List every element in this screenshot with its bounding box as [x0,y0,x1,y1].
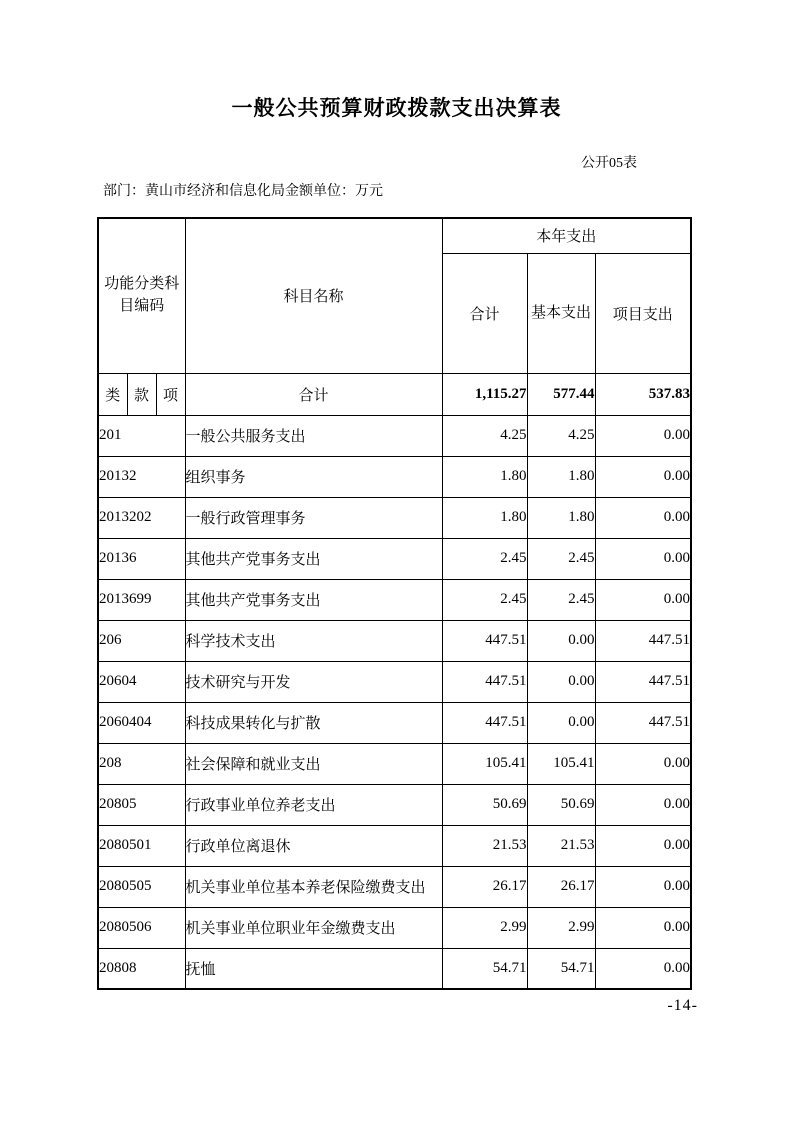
row-total-cell: 2.45 [442,538,527,579]
row-project-cell: 0.00 [595,538,691,579]
row-total-cell: 105.41 [442,743,527,784]
row-total-cell: 26.17 [442,866,527,907]
row-total-cell: 2.99 [442,907,527,948]
row-code-cell: 208 [98,743,185,784]
header-subject-name: 科目名称 [185,218,442,373]
header-row-top [98,218,691,253]
row-code-cell: 2013202 [98,497,185,538]
row-basic-cell: 2.45 [527,538,595,579]
total-row-basic: 577.44 [527,373,595,415]
row-code-cell: 20136 [98,538,185,579]
table-row [98,415,691,456]
row-total-cell: 447.51 [442,620,527,661]
row-code-cell: 20132 [98,456,185,497]
row-project-cell: 0.00 [595,497,691,538]
row-total-cell: 1.80 [442,497,527,538]
row-project-cell: 0.00 [595,743,691,784]
header-col-project: 项目支出 [595,253,691,373]
row-name-cell: 机关事业单位基本养老保险缴费支出 [185,866,442,907]
row-total-cell: 447.51 [442,661,527,702]
table-row [98,661,691,702]
table-row [98,456,691,497]
table-row [98,743,691,784]
row-total-cell: 54.71 [442,948,527,989]
row-code-cell: 20604 [98,661,185,702]
row-name-cell: 行政事业单位养老支出 [185,784,442,825]
header-col-class: 类 [98,373,127,415]
expenditure-table [97,217,692,990]
table-body [98,415,691,989]
row-basic-cell: 0.00 [527,620,595,661]
row-name-cell: 其他共产党事务支出 [185,538,442,579]
row-project-cell: 0.00 [595,866,691,907]
row-basic-cell: 0.00 [527,702,595,743]
row-total-cell: 50.69 [442,784,527,825]
table-row [98,948,691,989]
row-basic-cell: 26.17 [527,866,595,907]
row-name-cell: 其他共产党事务支出 [185,579,442,620]
table-row [98,866,691,907]
row-project-cell: 0.00 [595,948,691,989]
row-basic-cell: 1.80 [527,456,595,497]
table-row [98,702,691,743]
row-total-cell: 21.53 [442,825,527,866]
row-name-cell: 抚恤 [185,948,442,989]
row-project-cell: 0.00 [595,579,691,620]
row-code-cell: 20808 [98,948,185,989]
row-code-cell: 20805 [98,784,185,825]
row-code-cell: 2080501 [98,825,185,866]
row-basic-cell: 2.99 [527,907,595,948]
total-row [98,373,691,415]
table-row [98,907,691,948]
row-project-cell: 0.00 [595,456,691,497]
row-basic-cell: 54.71 [527,948,595,989]
row-name-cell: 科学技术支出 [185,620,442,661]
row-code-cell: 2013699 [98,579,185,620]
row-basic-cell: 4.25 [527,415,595,456]
row-name-cell: 科技成果转化与扩散 [185,702,442,743]
row-code-cell: 206 [98,620,185,661]
row-basic-cell: 50.69 [527,784,595,825]
row-name-cell: 组织事务 [185,456,442,497]
row-name-cell: 技术研究与开发 [185,661,442,702]
row-code-cell: 2080506 [98,907,185,948]
row-code-cell: 2080505 [98,866,185,907]
row-total-cell: 447.51 [442,702,527,743]
table-row [98,497,691,538]
total-row-total: 1,115.27 [442,373,527,415]
total-row-project: 537.83 [595,373,691,415]
row-basic-cell: 1.80 [527,497,595,538]
table-row [98,825,691,866]
row-project-cell: 447.51 [595,702,691,743]
header-col-item: 项 [156,373,185,415]
row-basic-cell: 0.00 [527,661,595,702]
row-total-cell: 4.25 [442,415,527,456]
row-project-cell: 447.51 [595,661,691,702]
header-col-section: 款 [127,373,156,415]
row-name-cell: 一般公共服务支出 [185,415,442,456]
table-row [98,620,691,661]
page-number: -14- [667,997,698,1014]
row-code-cell: 201 [98,415,185,456]
page-title: 一般公共预算财政拨款支出决算表 [231,97,562,120]
row-total-cell: 1.80 [442,456,527,497]
row-basic-cell: 2.45 [527,579,595,620]
row-name-cell: 一般行政管理事务 [185,497,442,538]
total-row-label: 合计 [185,373,442,415]
table-row [98,538,691,579]
header-col-total: 合计 [442,253,527,373]
table-row [98,579,691,620]
header-col-basic: 基本支出 [527,253,595,373]
row-name-cell: 社会保障和就业支出 [185,743,442,784]
header-code-group: 功能分类科目编码 [98,218,185,373]
row-name-cell: 行政单位离退休 [185,825,442,866]
row-project-cell: 447.51 [595,620,691,661]
row-name-cell: 机关事业单位职业年金缴费支出 [185,907,442,948]
row-project-cell: 0.00 [595,825,691,866]
form-number-label: 公开05表 [581,156,637,171]
table-row [98,784,691,825]
header-year-expenditure: 本年支出 [442,218,691,253]
row-basic-cell: 21.53 [527,825,595,866]
row-basic-cell: 105.41 [527,743,595,784]
row-code-cell: 2060404 [98,702,185,743]
row-project-cell: 0.00 [595,907,691,948]
row-project-cell: 0.00 [595,784,691,825]
row-project-cell: 0.00 [595,415,691,456]
row-total-cell: 2.45 [442,579,527,620]
department-line: 部门：黄山市经济和信息化局金额单位：万元 [103,184,383,199]
